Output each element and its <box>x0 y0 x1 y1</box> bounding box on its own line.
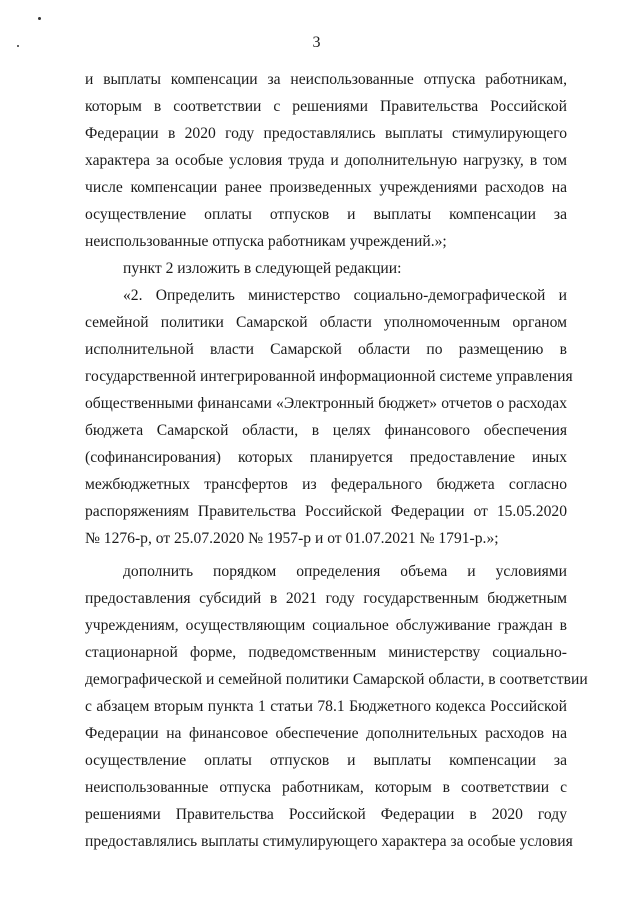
text-line: которым в соответствии с решениями Правительства Российской <box>85 98 567 115</box>
text-line: (софинансирования) которых планируется предоставление иных <box>85 449 567 466</box>
paragraph <box>85 282 573 552</box>
text-line: «2. Определить министерство социально-демографической и <box>123 287 567 304</box>
text-line: осуществление оплаты отпусков и выплаты компенсации за <box>85 752 567 769</box>
text-line: стационарной форме, подведомственным министерству социально- <box>85 644 567 661</box>
text-line: предоставления субсидий в 2021 году государственным бюджетным <box>85 590 567 607</box>
text-line: исполнительной власти Самарской области по размещению в <box>85 341 567 358</box>
text-line: предоставлялись выплаты стимулирующего характера за особые условия <box>85 833 573 850</box>
text-line: дополнить порядком определения объема и условиями <box>123 563 567 580</box>
paragraph <box>85 66 567 255</box>
text-line: демографической и семейной политики Самарской области, в соответствии <box>85 671 588 688</box>
text-line: государственной интегрированной информационной системе управления <box>85 368 573 385</box>
text-line: и выплаты компенсации за неиспользованные отпуска работникам, <box>85 71 567 88</box>
text-line: с абзацем вторым пункта 1 статьи 78.1 Бюджетного кодекса Российской <box>85 698 567 715</box>
text-line: бюджета Самарской области, в целях финансового обеспечения <box>85 422 567 439</box>
text-line: учреждениям, осуществляющим социальное обслуживание граждан в <box>85 617 567 634</box>
text-line: межбюджетных трансфертов из федерального бюджета согласно <box>85 476 567 493</box>
text-line: общественными финансами «Электронный бюджет» отчетов о расходах <box>85 395 567 412</box>
text-line: осуществление оплаты отпусков и выплаты компенсации за <box>85 206 567 223</box>
paragraph <box>85 558 588 855</box>
text-line: неиспользованные отпуска работникам, которым в соответствии с <box>85 779 567 796</box>
document-body <box>85 66 588 855</box>
text-line: № 1276-р, от 25.07.2020 № 1957-р и от 01.07.2021 № 1791-р.»; <box>85 530 499 547</box>
text-line: решениями Правительства Российской Федерации в 2020 году <box>85 806 567 823</box>
text-line: характера за особые условия труда и дополнительную нагрузку, в том <box>85 152 567 169</box>
text-line: Федерации в 2020 году предоставлялись выплаты стимулирующего <box>85 125 567 142</box>
text-line: семейной политики Самарской области уполномоченным органом <box>85 314 567 331</box>
text-line: Федерации на финансовое обеспечение дополнительных расходов на <box>85 725 567 742</box>
text-line: распоряжениям Правительства Российской Федерации от 15.05.2020 <box>85 503 567 520</box>
text-line: неиспользованные отпуска работникам учреждений.»; <box>85 233 447 250</box>
text-line: числе компенсации ранее произведенных учреждениями расходов на <box>85 179 567 196</box>
page-number: 3 <box>312 34 321 51</box>
paragraph <box>85 255 567 282</box>
scan-speck <box>38 17 41 20</box>
text-line: пункт 2 изложить в следующей редакции: <box>123 260 402 277</box>
